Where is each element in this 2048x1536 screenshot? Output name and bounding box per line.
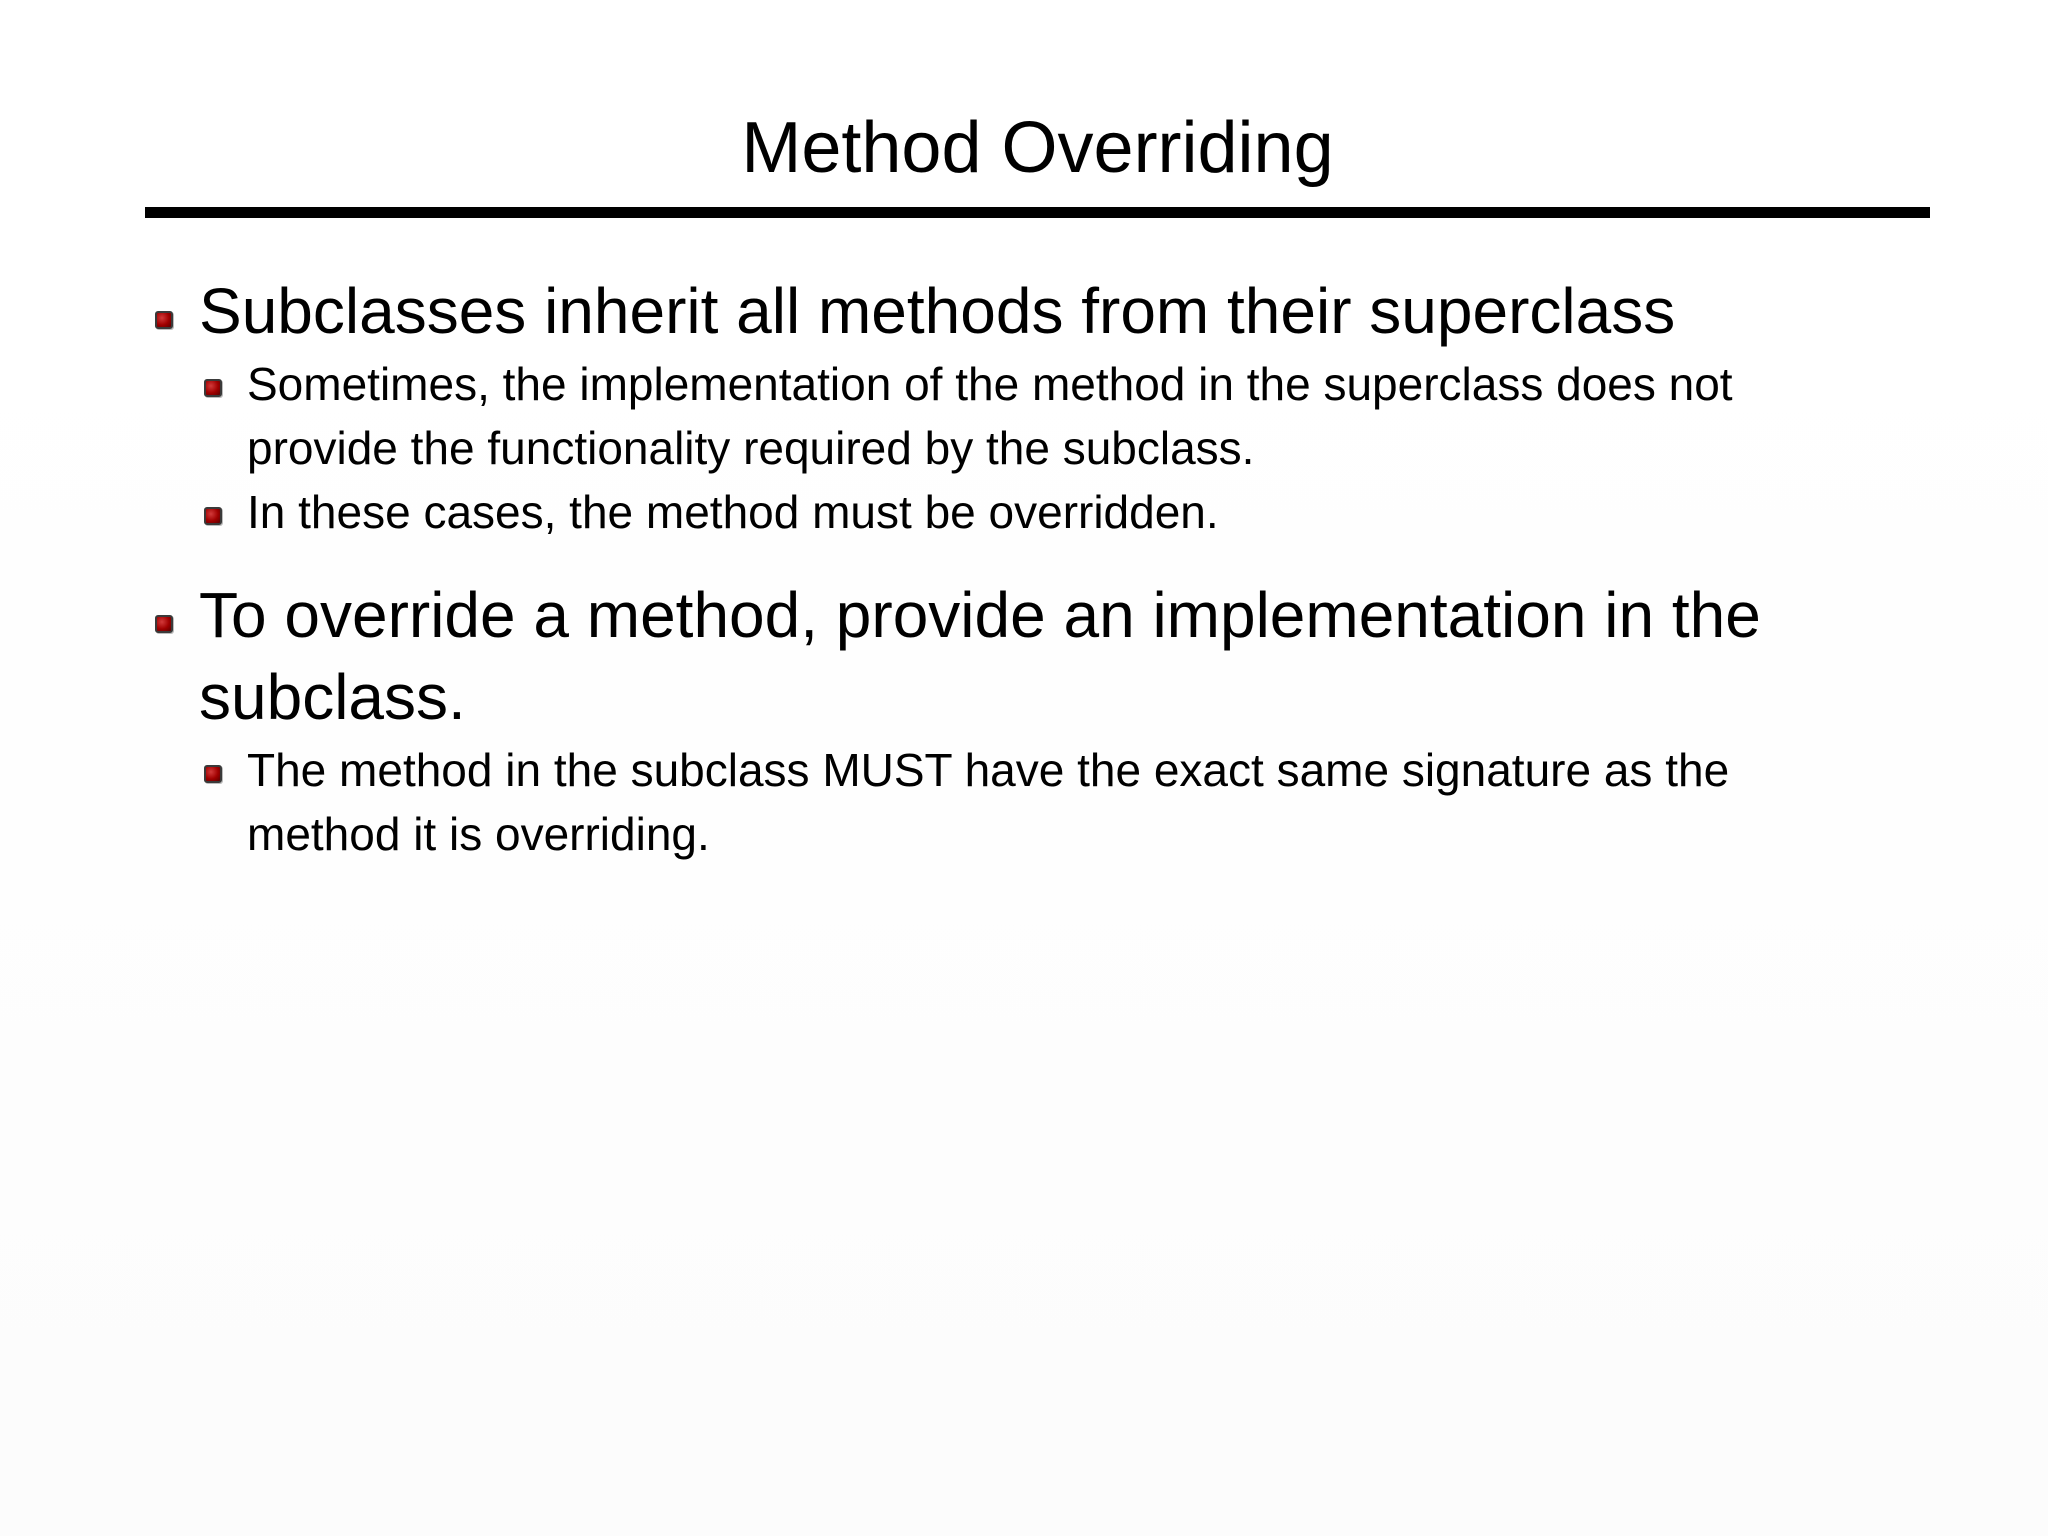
sub-bullet-text: In these cases, the method must be overridden.: [247, 486, 1219, 538]
sub-bullet-point: [150, 480, 1890, 544]
sub-bullet-text: The method in the subclass MUST have the exact same signature as the method it is overriding.: [247, 744, 1730, 860]
bullet-icon: [204, 507, 222, 525]
sub-bullet-point: [150, 352, 1890, 480]
spacer: [150, 544, 1890, 574]
sub-bullet-point: [150, 738, 1890, 866]
bullet-point: [150, 574, 1890, 738]
title-rule: [145, 207, 1930, 218]
slide-body: [150, 270, 1890, 866]
slide-title: Method Overriding: [741, 108, 1334, 188]
bullet-icon: [204, 379, 222, 397]
bullet-icon: [204, 765, 222, 783]
bullet-icon: [155, 615, 173, 633]
sub-bullet-text: Sometimes, the implementation of the method in the superclass does not provide the functionality required by the subclass.: [247, 358, 1733, 474]
bullet-text: To override a method, provide an implementation in the subclass.: [199, 579, 1761, 733]
bullet-point: [150, 270, 1890, 352]
bullet-text: Subclasses inherit all methods from their superclass: [199, 275, 1676, 347]
bullet-icon: [155, 311, 173, 329]
